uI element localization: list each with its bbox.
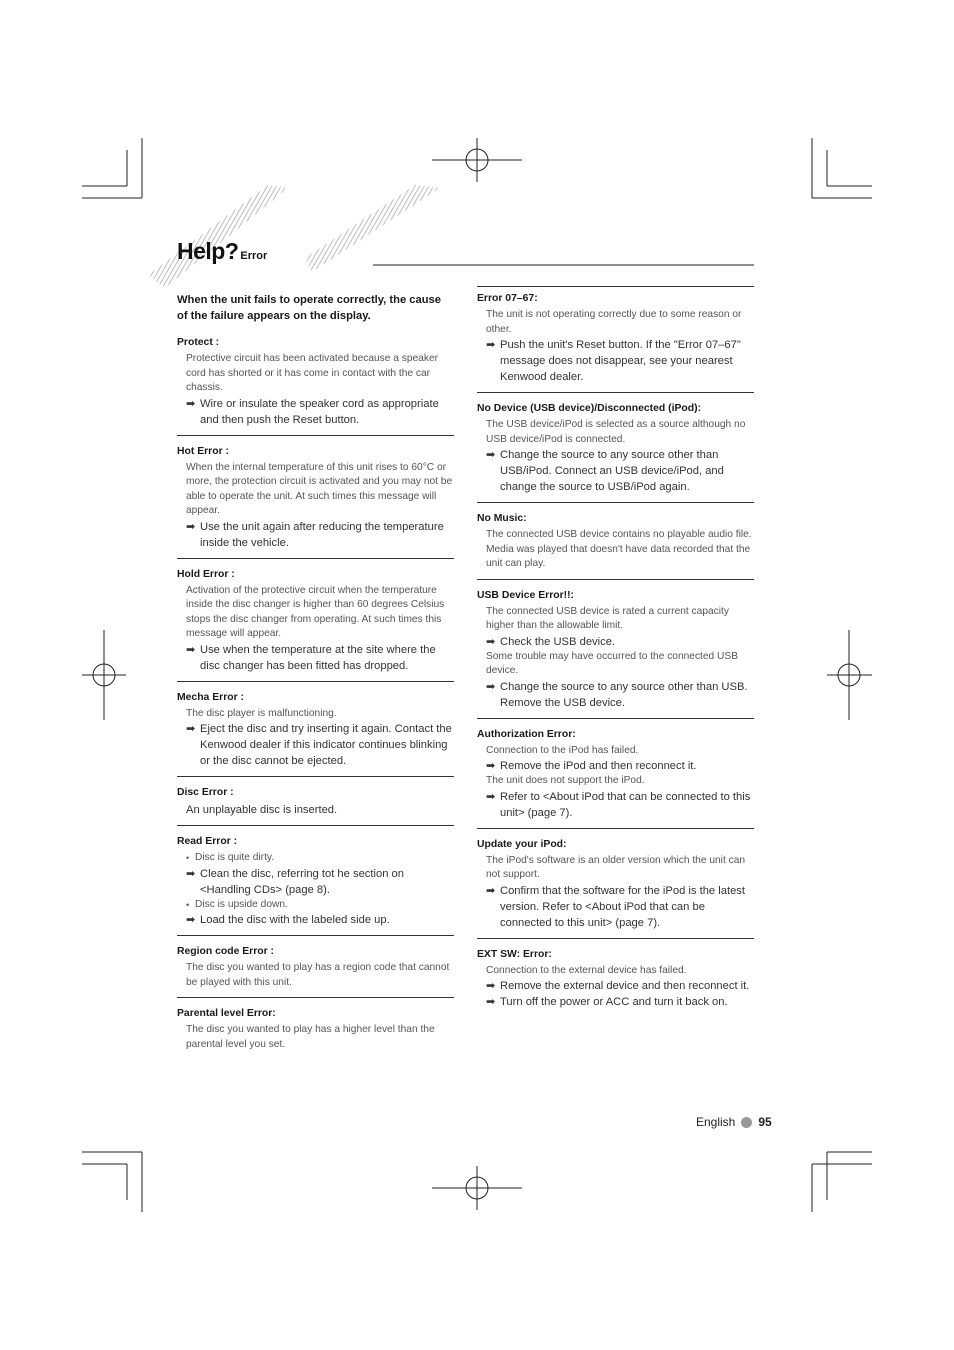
remedy-text: Change the source to any source other than USB/iPod. Connect an USB device/iPod, and change the source to USB/iPod again. (500, 449, 724, 493)
page-subtitle: Error (240, 250, 268, 262)
section-heading: Mecha Error : (177, 691, 244, 703)
description-text: Some trouble may have occurred to the connected USB device. (486, 650, 738, 676)
page-footer (696, 1115, 772, 1129)
arrow-right-icon: ➡ (486, 980, 496, 992)
remedy-item (186, 721, 454, 769)
error-section (477, 949, 754, 1018)
intro-text: When the unit fails to operate correctly, the cause of the failure appears on the display. (177, 294, 441, 322)
bullet-text: Disc is quite dirty. (195, 852, 275, 863)
description-text: The connected USB device contains no playable audio file. (486, 529, 752, 540)
arrow-right-icon: ➡ (486, 680, 496, 693)
remedy-text: Wire or insulate the speaker cord as appropriate and then push the Reset button. (200, 397, 439, 426)
section-heading: Hot Error : (177, 445, 229, 457)
arrow-right-icon: ➡ (486, 996, 496, 1008)
error-section (477, 513, 754, 580)
arrow-right-icon: ➡ (186, 867, 196, 880)
remedy-item (486, 994, 754, 1010)
error-section (177, 787, 454, 826)
bullet-item (186, 851, 454, 866)
remedy-item (186, 912, 454, 928)
remedy-item (186, 642, 454, 674)
bullet-circle-icon (741, 1117, 752, 1128)
decorative-stripe-right (305, 185, 440, 272)
section-heading: Region code Error : (177, 946, 274, 957)
description-text: Media was played that doesn't have data recorded that the unit can play. (486, 543, 751, 569)
arrow-right-icon: ➡ (186, 723, 196, 735)
section-heading: Disc Error : (177, 787, 234, 798)
remedy-item (186, 396, 454, 428)
decorative-stripe-left (148, 185, 288, 288)
description-text: The connected USB device is rated a current capacity higher than the allowable limit. (486, 605, 729, 631)
remedy-item (486, 789, 754, 821)
error-section (177, 446, 454, 559)
remedy-text: Check the USB device. (500, 635, 616, 648)
section-heading: EXT SW: Error: (477, 948, 552, 960)
description-text: Connection to the iPod has failed. (486, 744, 639, 756)
remedy-text: Load the disc with the labeled side up. (200, 914, 390, 926)
page-title: Help? Error (177, 238, 268, 264)
header-decoration (0, 0, 954, 300)
error-section (477, 839, 754, 939)
left-column (177, 292, 454, 1069)
arrow-right-icon: ➡ (486, 884, 496, 897)
remedy-text: Change the source to any source other than USB. Remove the USB device. (500, 680, 748, 709)
error-section (177, 692, 454, 778)
description-text: When the internal temperature of this unit rises to 60°C or more, the protection circuit is activated and you may not be able to operate the unit. At such times this message will appear. (186, 461, 453, 516)
arrow-right-icon: ➡ (486, 635, 496, 648)
remedy-text: Eject the disc and try inserting it again. Contact the Kenwood dealer if this indicator continues blinking or the disc cannot be ejected. (200, 723, 452, 767)
remedy-text: Confirm that the software for the iPod is the latest version. Refer to <About iPod that can be connected to this unit> (page 7). (500, 884, 745, 929)
remedy-text: Use the unit again after reducing the temperature inside the vehicle. (200, 520, 444, 549)
remedy-item (186, 519, 454, 551)
description-text: Protective circuit has been activated because a speaker cord has shorted or it has come in contact with the car chassis. (186, 353, 439, 393)
right-sections (477, 286, 754, 1017)
remedy-item (486, 634, 754, 650)
bullet-text: Disc is upside down. (195, 898, 288, 910)
section-heading: Read Error : (177, 836, 238, 847)
remedy-item (186, 866, 454, 898)
description-text: The disc player is malfunctioning. (186, 707, 337, 719)
description-text: Connection to the external device has failed. (486, 964, 687, 976)
description-text: The iPod's software is an older version which the unit can not support. (486, 854, 746, 880)
section-heading: No Music: (477, 513, 527, 524)
section-heading: Parental level Error: (177, 1008, 276, 1019)
section-heading: Protect : (177, 337, 220, 348)
section-heading: Error 07–67: (477, 293, 538, 304)
remedy-item (486, 447, 754, 495)
section-heading: No Device (USB device)/Disconnected (iPod): (477, 403, 702, 414)
arrow-right-icon: ➡ (186, 914, 196, 926)
language-label: English (696, 1115, 736, 1129)
remedy-text: Use when the temperature at the site where the disc changer has been fitted has dropped. (200, 643, 436, 672)
error-section (477, 590, 754, 719)
description-text: The disc you wanted to play has a higher level than the parental level you set. (186, 1024, 435, 1050)
arrow-right-icon: ➡ (486, 760, 496, 772)
section-heading: Hold Error : (177, 568, 235, 580)
error-section (477, 286, 754, 393)
remedy-text: Remove the iPod and then reconnect it. (500, 760, 697, 772)
bullet-dot-icon: • (186, 853, 190, 863)
arrow-right-icon: ➡ (186, 520, 196, 533)
arrow-right-icon: ➡ (486, 449, 496, 461)
description-text: The unit is not operating correctly due to some reason or other. (486, 309, 742, 335)
bullet-dot-icon: • (186, 899, 190, 910)
error-section (177, 569, 454, 682)
remedy-text: Clean the disc, referring tot he section on <Handling CDs> (page 8). (200, 867, 404, 896)
right-column (477, 292, 754, 1027)
remedy-item (486, 758, 754, 774)
page-number: 95 (758, 1115, 772, 1129)
remedy-item (486, 883, 754, 931)
error-section (177, 836, 454, 936)
error-section (177, 337, 454, 436)
arrow-right-icon: ➡ (486, 790, 496, 803)
remedy-text: Push the unit's Reset button. If the "Error 07–67" message does not disappear, see your nearest Kenwood dealer. (500, 339, 741, 383)
left-sections (177, 337, 454, 1059)
description-text: Activation of the protective circuit when the temperature inside the disc changer is higher than 60 degrees Celsius stops the disc changer from operating. At such times this message will appear. (186, 584, 445, 639)
section-heading: Update your iPod: (477, 838, 567, 850)
description-text: An unplayable disc is inserted. (186, 804, 338, 816)
description-text: The unit does not support the iPod. (486, 775, 645, 786)
bullet-item (186, 898, 454, 913)
section-heading: USB Device Error!!: (477, 589, 575, 601)
error-section (177, 1008, 454, 1059)
remedy-item (486, 679, 754, 711)
arrow-right-icon: ➡ (186, 397, 196, 410)
description-text: The disc you wanted to play has a region code that cannot be played with this unit. (186, 962, 450, 988)
remedy-text: Refer to <About iPod that can be connected to this unit> (page 7). (500, 790, 751, 819)
error-section (177, 946, 454, 998)
remedy-item (486, 978, 754, 994)
section-heading: Authorization Error: (477, 728, 576, 740)
error-section (477, 403, 754, 503)
remedy-text: Remove the external device and then reconnect it. (500, 980, 750, 992)
error-section (477, 729, 754, 829)
description-text: The USB device/iPod is selected as a source although no USB device/iPod is connected. (486, 419, 746, 445)
remedy-item (486, 337, 754, 385)
arrow-right-icon: ➡ (486, 339, 496, 351)
arrow-right-icon: ➡ (186, 643, 196, 656)
remedy-text: Turn off the power or ACC and turn it back on. (500, 996, 728, 1008)
